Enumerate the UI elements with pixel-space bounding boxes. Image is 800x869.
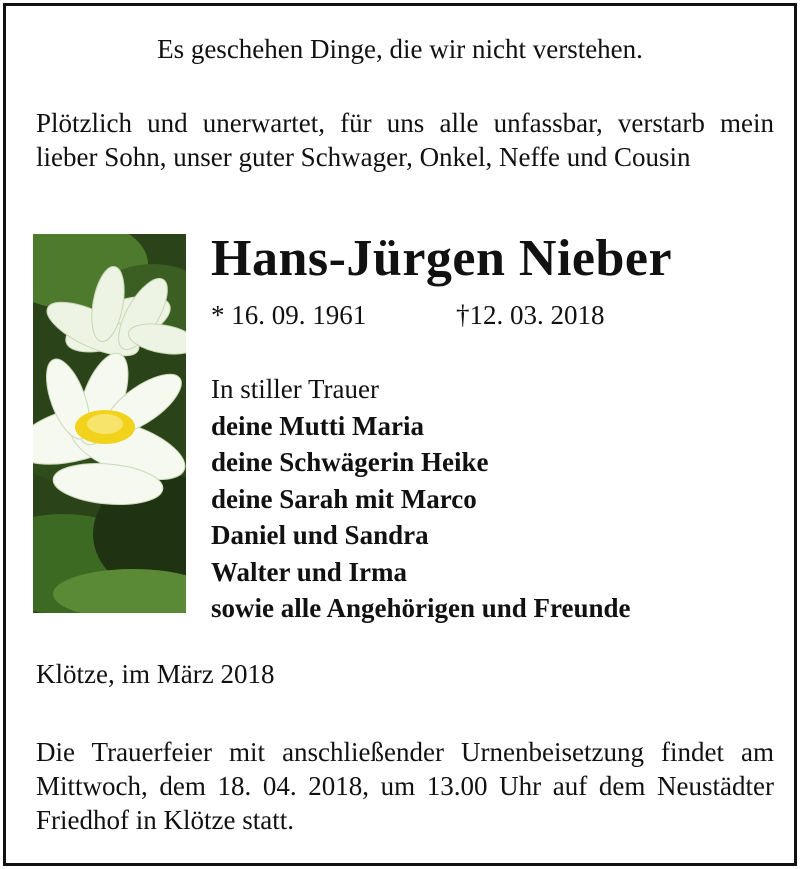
death-date: †12. 03. 2018 [456, 300, 605, 330]
mourner-name: deine Schwägerin Heike [211, 447, 489, 477]
mourning-lead: In stiller Trauer [211, 374, 379, 404]
obituary-frame [3, 3, 797, 866]
life-dates [211, 298, 605, 332]
intro-text: Plötzlich und unerwartet, für uns alle unfassbar, verstarb mein lieber Sohn, unser guter Schwager, Onkel, Neffe und Cousin [36, 108, 774, 172]
place-date: Klötze, im März 2018 [36, 659, 275, 689]
mourner-name: deine Sarah mit Marco [211, 483, 477, 514]
deceased-name: Hans-Jürgen Nieber [211, 230, 673, 287]
water-lily-photo [33, 234, 186, 613]
mourner-name: deine Mutti Maria [211, 410, 424, 441]
motto-text: Es geschehen Dinge, die wir nicht verstehen. [157, 34, 643, 64]
mourner-name: Daniel und Sandra [211, 520, 429, 550]
mourners-list [211, 371, 631, 627]
mourner-name: sowie alle Angehörigen und Freunde [211, 593, 631, 623]
birth-date: * 16. 09. 1961 [211, 300, 367, 330]
ceremony-text: Die Trauerfeier mit anschließender Urnenbeisetzung findet am Mittwoch, dem 18. 04. 2018, um 13.00 Uhr auf dem Neustädter Friedhof in Klötze statt. [36, 737, 774, 835]
mourner-name: Walter und Irma [211, 556, 408, 587]
water-lily-icon [33, 234, 186, 613]
